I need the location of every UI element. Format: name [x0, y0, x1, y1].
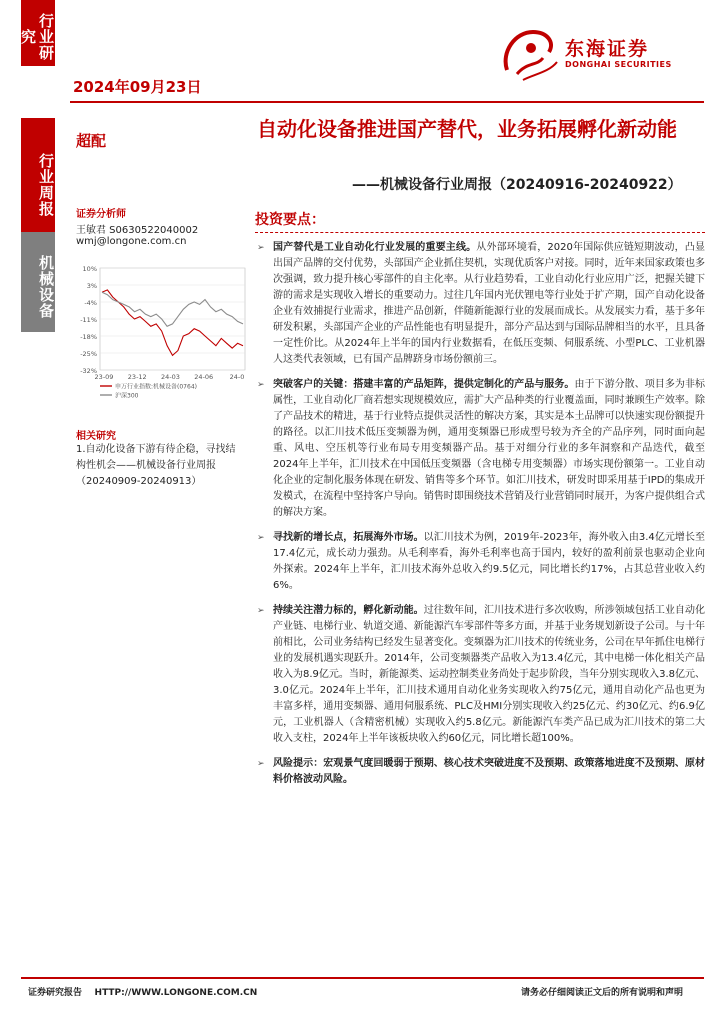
analyst-name: 王敏君 S0630522040002: [76, 225, 199, 236]
related-research-label: 相关研究: [76, 431, 116, 442]
sidebar-tag-machinery: 机械设备: [21, 232, 55, 332]
key-point-item: [255, 377, 705, 521]
donghai-logo-icon: [497, 22, 561, 82]
analyst-email[interactable]: wmj@longone.com.cn: [76, 236, 187, 247]
logo-text-cn: 东海证券: [565, 38, 650, 60]
triangle-bullet-icon: ➢: [257, 380, 265, 390]
key-point-item: [255, 756, 705, 788]
key-point-lead: 国产替代是工业自动化行业发展的重要主线。: [273, 242, 477, 253]
x-tick-label: 24-03: [161, 373, 180, 381]
key-point-lead: 寻找新的增长点，拓展海外市场。: [273, 532, 424, 543]
header-divider: [70, 101, 704, 103]
legend-label-1: 沪深300: [115, 392, 139, 400]
legend-label-0: 申万行业指数:机械设备(0764): [115, 383, 197, 391]
sidebar-tag-weekly-report: 行业周报: [21, 118, 55, 232]
report-subtitle: ——机械设备行业周报（20240916-20240922）: [352, 177, 682, 193]
footer-divider: [21, 977, 704, 979]
y-tick-label: -11%: [80, 316, 97, 324]
key-point-item: [255, 603, 705, 747]
key-point-item: [255, 530, 705, 594]
key-point-lead: 风险提示：宏观景气度回暖弱于预期、核心技术突破进度不及预期、政策落地进度不及预期、原材料价格波动风险。: [273, 758, 705, 785]
footer-disclaimer: 请务必仔细阅读正文后的所有说明和声明: [521, 988, 684, 998]
key-point-body: 从外部环境看，2020年国际供应链短期波动，凸显出国产品牌的交付优势，头部国产企业抓住契机，实现优质客户对接。同时，近年来国家政策也多次强调，致力提升核心零部件的自主化率。从行业趋势看，工业自动化行业应用广泛，把握关键下游的需求是实现收入增长的重要动力。过往几年国内光伏锂电等行业处于扩产期，国产自动化设备企业有效捕捉行业需求，推进产品创新，伴随新能源行业的发展而成长。从发展实力看，基于多年研发积累，头部国产企业的产品性能也有明显提升，部分产品达到与国际品牌相当的水平，且具备一定性价比。从2024年上半年的国内行业数据看，在低压变频、伺服系统、小型PLC、工业机器人这类代表领域，已有国产品牌跻身市场份额前三。: [273, 242, 706, 365]
y-tick-label: 3%: [86, 282, 97, 290]
rating: 超配: [76, 132, 107, 150]
key-point-body: 由于下游分散、项目多为非标属性，工业自动化厂商若想实现规模效应，需扩大产品种类的行业覆盖面，同时兼顾生产效率。除了产品技术的精进，基于行业特点提供灵活性的解决方案，其实是本土品牌可以快速实现份额提升的路径。以汇川技术低压变频器为例，通用变频器已形成型号较为齐全的产品序列，同时面向起重、风电、空压机等行业布局专用变频器产品。基于对细分行业的多年洞察和产品迭代，截至2024年上半年，汇川技术在中国低压变频器（含电梯专用变频器）市场实现份额第一。工业自动化企业的定制化服务体现在研发、销售等多个环节。如汇川技术，研发时即采用基于IPD的集成开发模式，在流程中坚持客户导向。销售时即围绕技术营销及行业营销同时展开，为客户提供组合式的解决方案。: [273, 379, 706, 518]
triangle-bullet-icon: ➢: [257, 243, 265, 253]
x-tick-label: 24-0: [229, 373, 245, 381]
key-point-item: [255, 240, 705, 368]
logo-text-en: DONGHAI SECURITIES: [565, 60, 672, 69]
key-points-list: [255, 240, 705, 797]
key-point-lead: 持续关注潜力标的，孵化新动能。: [273, 605, 424, 616]
series-line-0: [102, 290, 243, 356]
key-point-lead: 突破客户的关键：搭建丰富的产品矩阵，提供定制化的产品与服务。: [273, 379, 575, 390]
y-tick-label: -25%: [80, 350, 97, 358]
y-tick-label: -4%: [84, 299, 97, 307]
key-point-body: 过往数年间，汇川技术进行多次收购，所涉领域包括工业自动化产业链、电梯行业、轨道交通、新能源汽车零部件等多方面，并基于业务规划新设子公司。与十年前相比，公司业务结构已经发生显著变化。变频器为汇川技术的传统业务，公司在早年抓住电梯行业的发展机遇实现跃升。2014年，公司变频器类产品收入为13.4亿元，其中电梯一体化相关产品收入为8.9亿元。当时，新能源类、运动控制类业务尚处于起步阶段，当年分别实现收入3.8亿元、3.0亿元。2024年上半年，汇川技术通用自动化业务实现收入约75亿元，通用自动化产品也更为丰富多样，通用变频器、通用伺服系统、PLC及HMI分别实现收入约25亿元、约30亿元、约6.9亿元，工业机器人（含精密机械）实现收入约5.8亿元。新能源汽车类产品已成为汇川技术的第二大收入支柱，2024年上半年该板块收入约60亿元，同比增长超100%。: [273, 605, 706, 744]
sidebar-tag-industry-research: 行业研究: [21, 0, 55, 66]
y-tick-label: -18%: [80, 333, 97, 341]
key-point-body: 以汇川技术为例，2019年-2023年，海外收入由3.4亿元增长至17.4亿元，成长动力强劲。从毛利率看，海外毛利率也高于国内，较好的盈利前景也驱动企业向外探索。2024年上半年，汇川技术海外总收入约9.5亿元，同比增长约17%，占其总营业收入约6%。: [273, 532, 705, 591]
report-title: 自动化设备推进国产替代，业务拓展孵化新动能: [257, 117, 677, 141]
triangle-bullet-icon: ➢: [257, 606, 265, 616]
series-line-1: [102, 292, 243, 326]
footer-website[interactable]: 证券研究报告 HTTP://WWW.LONGONE.COM.CN: [28, 988, 258, 998]
y-tick-label: 10%: [82, 265, 97, 273]
performance-chart: [70, 262, 250, 412]
related-research-item[interactable]: 1.自动化设备下游有待企稳，寻找结构性机会——机械设备行业周报（20240909-20240913）: [76, 444, 236, 487]
x-tick-label: 23-12: [127, 373, 147, 381]
key-points-divider: [255, 232, 705, 233]
x-tick-label: 24-06: [194, 373, 214, 381]
report-date: 2024年09月23日: [73, 78, 202, 96]
y-tick-label: -32%: [80, 367, 97, 375]
key-points-heading: 投资要点：: [255, 212, 325, 228]
x-tick-label: 23-09: [94, 373, 114, 381]
analyst-label: 证券分析师: [76, 209, 126, 220]
triangle-bullet-icon: ➢: [257, 759, 265, 769]
triangle-bullet-icon: ➢: [257, 533, 265, 543]
